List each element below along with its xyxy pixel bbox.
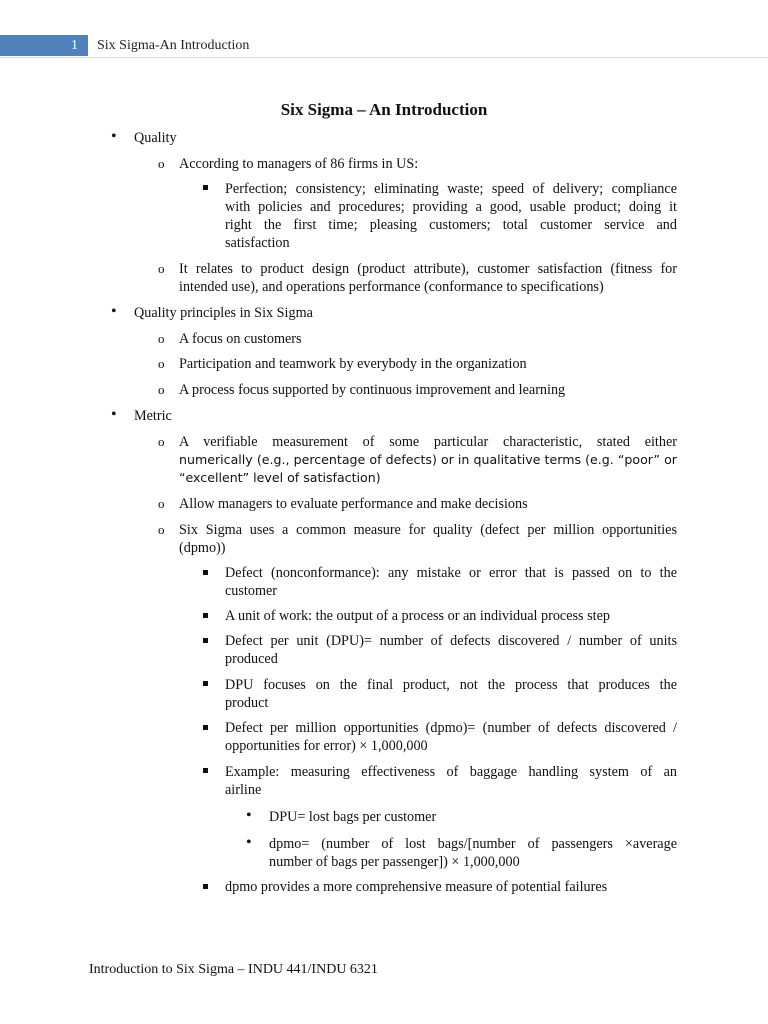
bullet-marker xyxy=(111,406,117,424)
paragraph-line: produced xyxy=(225,651,278,667)
page-footer: Introduction to Six Sigma – INDU 441/INDU 6321 xyxy=(89,962,378,977)
paragraph-line: airline xyxy=(225,782,262,798)
paragraph-line: (dpmo)) xyxy=(179,540,226,556)
paragraph-line: dpmo= (number of lost bags/[number of passengers ×average xyxy=(269,836,677,852)
list-item-participation: Participation and teamwork by everybody in the organization xyxy=(179,356,527,372)
bullet-marker xyxy=(246,834,252,852)
circle-marker: o xyxy=(158,156,165,171)
square-marker xyxy=(203,681,208,686)
paragraph-line: Defect per million opportunities (dpmo)= (number of defects discovered / xyxy=(225,720,677,736)
running-title: Six Sigma-An Introduction xyxy=(97,38,250,53)
bullet-marker xyxy=(111,128,117,146)
square-marker xyxy=(203,185,208,190)
paragraph-line: A verifiable measurement of some particular characteristic, stated either xyxy=(179,434,677,450)
circle-marker: o xyxy=(158,261,165,276)
paragraph-line: opportunities for error) × 1,000,000 xyxy=(225,738,428,754)
paragraph-line: product xyxy=(225,695,269,711)
page-number: 1 xyxy=(0,35,88,56)
paragraph-line: intended use), and operations performance (conformance to specifications) xyxy=(179,279,604,295)
list-item-principles: Quality principles in Six Sigma xyxy=(134,305,313,321)
circle-marker: o xyxy=(158,382,165,397)
list-item-allow: Allow managers to evaluate performance and make decisions xyxy=(179,496,528,512)
paragraph-line: customer xyxy=(225,583,278,599)
square-marker xyxy=(203,768,208,773)
list-item-focus-customers: A focus on customers xyxy=(179,331,302,347)
paragraph-line: right the first time; pleasing customers; total customer service and xyxy=(225,217,677,233)
circle-marker: o xyxy=(158,522,165,537)
paragraph-line: numerically (e.g., percentage of defects) or in qualitative terms (e.g. “poor” or xyxy=(179,452,677,467)
square-marker xyxy=(203,884,208,889)
circle-marker: o xyxy=(158,356,165,371)
paragraph-line: Six Sigma uses a common measure for quality (defect per million opportunities xyxy=(179,522,677,538)
square-marker xyxy=(203,725,208,730)
square-marker xyxy=(203,638,208,643)
paragraph-line: Perfection; consistency; eliminating waste; speed of delivery; compliance xyxy=(225,181,677,197)
list-item-dpmo-comprehensive: dpmo provides a more comprehensive measure of potential failures xyxy=(225,879,608,895)
list-item-managers: According to managers of 86 firms in US: xyxy=(179,156,419,172)
square-marker xyxy=(203,570,208,575)
list-item-unit-work: A unit of work: the output of a process or an individual process step xyxy=(225,608,610,624)
paragraph-line: “excellent” level of satisfaction) xyxy=(179,470,381,485)
paragraph-line: with policies and procedures; providing a good, usable product; doing it xyxy=(225,199,677,215)
square-marker xyxy=(203,613,208,618)
list-item-dpu-bags: DPU= lost bags per customer xyxy=(269,809,437,825)
document-title: Six Sigma – An Introduction xyxy=(280,100,488,119)
paragraph-line: Example: measuring effectiveness of baggage handling system of an xyxy=(225,764,677,780)
circle-marker: o xyxy=(158,496,165,511)
bullet-marker xyxy=(246,807,252,825)
list-item-metric: Metric xyxy=(134,408,172,424)
bullet-marker xyxy=(111,303,117,321)
circle-marker: o xyxy=(158,331,165,346)
paragraph-line: Defect per unit (DPU)= number of defects discovered / number of units xyxy=(225,633,677,649)
list-item-quality: Quality xyxy=(134,130,177,146)
circle-marker: o xyxy=(158,434,165,449)
paragraph-line: Defect (nonconformance): any mistake or error that is passed on to the xyxy=(225,565,677,581)
paragraph-line: It relates to product design (product attribute), customer satisfaction (fitness for xyxy=(179,261,677,277)
paragraph-line: DPU focuses on the final product, not the process that produces the xyxy=(225,677,677,693)
paragraph-line: satisfaction xyxy=(225,235,290,251)
list-item-process-focus: A process focus supported by continuous improvement and learning xyxy=(179,382,566,398)
paragraph-line: number of bags per passenger]) × 1,000,000 xyxy=(269,854,520,870)
